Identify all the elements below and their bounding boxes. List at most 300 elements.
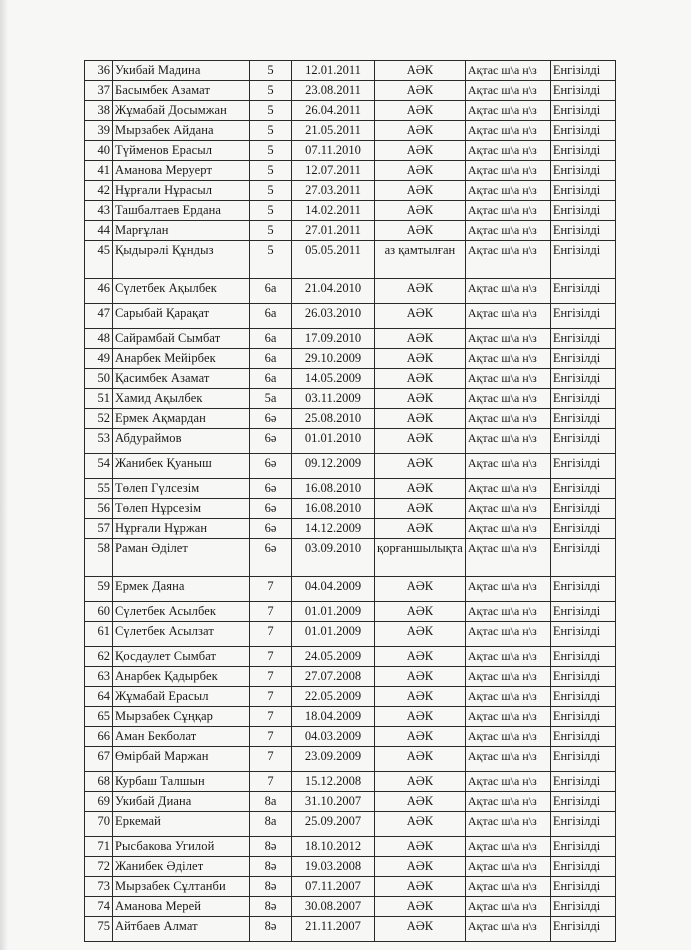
grade-cell: 8ә: [250, 837, 292, 857]
school-cell: Ақтас ш\а н\з: [465, 792, 550, 812]
school-cell: Ақтас ш\а н\з: [465, 877, 550, 897]
status-cell: Енгізілді: [550, 409, 615, 429]
table-row: [85, 772, 616, 792]
school-cell: Ақтас ш\а н\з: [465, 857, 550, 877]
row-number: 49: [85, 349, 113, 369]
school-cell: Ақтас ш\а н\з: [465, 917, 550, 942]
status-cell: Енгізілді: [550, 539, 615, 577]
row-number: 43: [85, 201, 113, 221]
grade-cell: 5: [250, 101, 292, 121]
student-name: Аманова Мерей: [113, 897, 250, 917]
row-number: 47: [85, 304, 113, 329]
row-number: 68: [85, 772, 113, 792]
grade-cell: 6а: [250, 329, 292, 349]
grade-cell: 8ә: [250, 877, 292, 897]
student-name: Абдураймов: [113, 429, 250, 454]
student-name: Анарбек Мейірбек: [113, 349, 250, 369]
school-cell: Ақтас ш\а н\з: [465, 349, 550, 369]
grade-cell: 7: [250, 747, 292, 772]
row-number: 70: [85, 812, 113, 837]
birth-date: 16.08.2010: [292, 499, 375, 519]
row-number: 60: [85, 602, 113, 622]
row-number: 71: [85, 837, 113, 857]
school-cell: Ақтас ш\а н\з: [465, 201, 550, 221]
school-cell: Ақтас ш\а н\з: [465, 121, 550, 141]
category-cell: АӘК: [375, 897, 466, 917]
student-name: Басымбек Азамат: [113, 81, 250, 101]
birth-date: 14.12.2009: [292, 519, 375, 539]
category-cell: АӘК: [375, 577, 466, 602]
student-name: Аманова Меруерт: [113, 161, 250, 181]
category-cell: АӘК: [375, 141, 466, 161]
table-row: [85, 539, 616, 577]
student-name: Сүлетбек Асылзат: [113, 622, 250, 647]
table-row: [85, 221, 616, 241]
status-cell: Енгізілді: [550, 161, 615, 181]
student-name: Укибай Диана: [113, 792, 250, 812]
table-row: [85, 837, 616, 857]
school-cell: Ақтас ш\а н\з: [465, 707, 550, 727]
row-number: 67: [85, 747, 113, 772]
category-cell: аз қамтылған: [375, 241, 466, 279]
grade-cell: 6а: [250, 279, 292, 304]
status-cell: Енгізілді: [550, 577, 615, 602]
school-cell: Ақтас ш\а н\з: [465, 687, 550, 707]
table-row: [85, 369, 616, 389]
school-cell: Ақтас ш\а н\з: [465, 727, 550, 747]
school-cell: Ақтас ш\а н\з: [465, 161, 550, 181]
grade-cell: 7: [250, 602, 292, 622]
table-row: [85, 727, 616, 747]
row-number: 40: [85, 141, 113, 161]
birth-date: 27.07.2008: [292, 667, 375, 687]
birth-date: 26.03.2010: [292, 304, 375, 329]
table-row: [85, 857, 616, 877]
row-number: 62: [85, 647, 113, 667]
category-cell: АӘК: [375, 687, 466, 707]
table-row: [85, 792, 616, 812]
birth-date: 09.12.2009: [292, 454, 375, 479]
status-cell: Енгізілді: [550, 479, 615, 499]
category-cell: АӘК: [375, 304, 466, 329]
birth-date: 01.01.2010: [292, 429, 375, 454]
student-name: Айтбаев Алмат: [113, 917, 250, 942]
category-cell: АӘК: [375, 161, 466, 181]
school-cell: Ақтас ш\а н\з: [465, 454, 550, 479]
row-number: 65: [85, 707, 113, 727]
school-cell: Ақтас ш\а н\з: [465, 667, 550, 687]
table-row: [85, 389, 616, 409]
table-row: [85, 602, 616, 622]
grade-cell: 5: [250, 201, 292, 221]
student-name: Жұмабай Досымжан: [113, 101, 250, 121]
school-cell: Ақтас ш\а н\з: [465, 602, 550, 622]
category-cell: АӘК: [375, 429, 466, 454]
student-name: Қыдырәлі Құндыз: [113, 241, 250, 279]
table-row: [85, 181, 616, 201]
student-name: Мырзабек Сұңқар: [113, 707, 250, 727]
grade-cell: 6ә: [250, 519, 292, 539]
status-cell: Енгізілді: [550, 897, 615, 917]
school-cell: Ақтас ш\а н\з: [465, 81, 550, 101]
grade-cell: 5: [250, 221, 292, 241]
category-cell: АӘК: [375, 279, 466, 304]
status-cell: Енгізілді: [550, 857, 615, 877]
category-cell: АӘК: [375, 519, 466, 539]
category-cell: АӘК: [375, 409, 466, 429]
school-cell: Ақтас ш\а н\з: [465, 181, 550, 201]
school-cell: Ақтас ш\а н\з: [465, 279, 550, 304]
status-cell: Енгізілді: [550, 772, 615, 792]
birth-date: 21.11.2007: [292, 917, 375, 942]
table-row: [85, 101, 616, 121]
birth-date: 30.08.2007: [292, 897, 375, 917]
category-cell: АӘК: [375, 837, 466, 857]
student-name: Рысбакова Угилой: [113, 837, 250, 857]
birth-date: 25.09.2007: [292, 812, 375, 837]
row-number: 69: [85, 792, 113, 812]
student-name: Еркемай: [113, 812, 250, 837]
student-name: Қасимбек Азамат: [113, 369, 250, 389]
table-row: [85, 81, 616, 101]
category-cell: АӘК: [375, 857, 466, 877]
grade-cell: 6а: [250, 369, 292, 389]
table-row: [85, 499, 616, 519]
category-cell: АӘК: [375, 877, 466, 897]
row-number: 52: [85, 409, 113, 429]
student-name: Қосдаулет Сымбат: [113, 647, 250, 667]
school-cell: Ақтас ш\а н\з: [465, 837, 550, 857]
student-name: Мырзабек Айдана: [113, 121, 250, 141]
table-row: [85, 61, 616, 81]
table-row: [85, 479, 616, 499]
school-cell: Ақтас ш\а н\з: [465, 812, 550, 837]
table-row: [85, 409, 616, 429]
table-row: [85, 707, 616, 727]
school-cell: Ақтас ш\а н\з: [465, 221, 550, 241]
school-cell: Ақтас ш\а н\з: [465, 304, 550, 329]
status-cell: Енгізілді: [550, 707, 615, 727]
status-cell: Енгізілді: [550, 747, 615, 772]
birth-date: 12.01.2011: [292, 61, 375, 81]
table-row: [85, 877, 616, 897]
student-name: Ташбалтаев Ердана: [113, 201, 250, 221]
school-cell: Ақтас ш\а н\з: [465, 369, 550, 389]
row-number: 58: [85, 539, 113, 577]
table-row: [85, 812, 616, 837]
category-cell: АӘК: [375, 61, 466, 81]
table-row: [85, 577, 616, 602]
student-name: Раман Әділет: [113, 539, 250, 577]
status-cell: Енгізілді: [550, 877, 615, 897]
category-cell: АӘК: [375, 81, 466, 101]
student-name: Өмірбай Маржан: [113, 747, 250, 772]
status-cell: Енгізілді: [550, 221, 615, 241]
status-cell: Енгізілді: [550, 727, 615, 747]
grade-cell: 6а: [250, 349, 292, 369]
status-cell: Енгізілді: [550, 181, 615, 201]
row-number: 48: [85, 329, 113, 349]
birth-date: 18.10.2012: [292, 837, 375, 857]
status-cell: Енгізілді: [550, 201, 615, 221]
row-number: 41: [85, 161, 113, 181]
birth-date: 16.08.2010: [292, 479, 375, 499]
student-name: Укибай Мадина: [113, 61, 250, 81]
grade-cell: 7: [250, 707, 292, 727]
grade-cell: 8ә: [250, 857, 292, 877]
grade-cell: 8а: [250, 792, 292, 812]
category-cell: АӘК: [375, 812, 466, 837]
row-number: 45: [85, 241, 113, 279]
grade-cell: 6ә: [250, 409, 292, 429]
birth-date: 05.05.2011: [292, 241, 375, 279]
status-cell: Енгізілді: [550, 304, 615, 329]
row-number: 56: [85, 499, 113, 519]
category-cell: АӘК: [375, 727, 466, 747]
student-name: Төлеп Нұрсезім: [113, 499, 250, 519]
grade-cell: 7: [250, 727, 292, 747]
row-number: 72: [85, 857, 113, 877]
table-row: [85, 349, 616, 369]
student-name: Ермек Ақмардан: [113, 409, 250, 429]
status-cell: Енгізілді: [550, 499, 615, 519]
status-cell: Енгізілді: [550, 369, 615, 389]
school-cell: Ақтас ш\а н\з: [465, 897, 550, 917]
status-cell: Енгізілді: [550, 454, 615, 479]
status-cell: Енгізілді: [550, 279, 615, 304]
school-cell: Ақтас ш\а н\з: [465, 409, 550, 429]
student-name: Курбаш Талшын: [113, 772, 250, 792]
row-number: 74: [85, 897, 113, 917]
category-cell: АӘК: [375, 221, 466, 241]
category-cell: АӘК: [375, 647, 466, 667]
status-cell: Енгізілді: [550, 121, 615, 141]
grade-cell: 7: [250, 647, 292, 667]
school-cell: Ақтас ш\а н\з: [465, 622, 550, 647]
birth-date: 03.09.2010: [292, 539, 375, 577]
row-number: 36: [85, 61, 113, 81]
category-cell: АӘК: [375, 389, 466, 409]
status-cell: Енгізілді: [550, 429, 615, 454]
status-cell: Енгізілді: [550, 812, 615, 837]
birth-date: 27.03.2011: [292, 181, 375, 201]
row-number: 44: [85, 221, 113, 241]
school-cell: Ақтас ш\а н\з: [465, 241, 550, 279]
grade-cell: 6ә: [250, 499, 292, 519]
grade-cell: 5: [250, 141, 292, 161]
table-row: [85, 279, 616, 304]
birth-date: 04.03.2009: [292, 727, 375, 747]
grade-cell: 8ә: [250, 917, 292, 942]
status-cell: Енгізілді: [550, 667, 615, 687]
row-number: 37: [85, 81, 113, 101]
birth-date: 27.01.2011: [292, 221, 375, 241]
table-row: [85, 647, 616, 667]
student-name: Аман Бекболат: [113, 727, 250, 747]
status-cell: Енгізілді: [550, 687, 615, 707]
school-cell: Ақтас ш\а н\з: [465, 539, 550, 577]
grade-cell: 8а: [250, 812, 292, 837]
grade-cell: 8ә: [250, 897, 292, 917]
category-cell: қорғаншылықта: [375, 539, 466, 577]
student-name: Нұрғали Нұржан: [113, 519, 250, 539]
grade-cell: 7: [250, 622, 292, 647]
row-number: 54: [85, 454, 113, 479]
row-number: 63: [85, 667, 113, 687]
row-number: 73: [85, 877, 113, 897]
status-cell: Енгізілді: [550, 837, 615, 857]
table-row: [85, 241, 616, 279]
category-cell: АӘК: [375, 454, 466, 479]
category-cell: АӘК: [375, 349, 466, 369]
grade-cell: 5: [250, 161, 292, 181]
grade-cell: 5: [250, 121, 292, 141]
birth-date: 03.11.2009: [292, 389, 375, 409]
birth-date: 23.09.2009: [292, 747, 375, 772]
school-cell: Ақтас ш\а н\з: [465, 499, 550, 519]
row-number: 38: [85, 101, 113, 121]
category-cell: АӘК: [375, 792, 466, 812]
student-roster-table: [84, 60, 616, 942]
category-cell: АӘК: [375, 622, 466, 647]
student-name: Хамид Ақылбек: [113, 389, 250, 409]
birth-date: 01.01.2009: [292, 602, 375, 622]
category-cell: АӘК: [375, 329, 466, 349]
table-row: [85, 141, 616, 161]
status-cell: Енгізілді: [550, 519, 615, 539]
grade-cell: 6ә: [250, 429, 292, 454]
table-row: [85, 747, 616, 772]
category-cell: АӘК: [375, 479, 466, 499]
student-name: Жұмабай Ерасыл: [113, 687, 250, 707]
row-number: 42: [85, 181, 113, 201]
row-number: 53: [85, 429, 113, 454]
table-row: [85, 429, 616, 454]
birth-date: 17.09.2010: [292, 329, 375, 349]
table-row: [85, 519, 616, 539]
row-number: 59: [85, 577, 113, 602]
grade-cell: 7: [250, 772, 292, 792]
status-cell: Енгізілді: [550, 81, 615, 101]
student-name: Жанибек Әділет: [113, 857, 250, 877]
table-row: [85, 897, 616, 917]
table-row: [85, 917, 616, 942]
school-cell: Ақтас ш\а н\з: [465, 61, 550, 81]
birth-date: 01.01.2009: [292, 622, 375, 647]
birth-date: 15.12.2008: [292, 772, 375, 792]
student-name: Мырзабек Сұлтанби: [113, 877, 250, 897]
category-cell: АӘК: [375, 369, 466, 389]
student-name: Сүлетбек Асылбек: [113, 602, 250, 622]
grade-cell: 5а: [250, 389, 292, 409]
status-cell: Енгізілді: [550, 389, 615, 409]
status-cell: Енгізілді: [550, 141, 615, 161]
table-row: [85, 667, 616, 687]
student-name: Анарбек Қадырбек: [113, 667, 250, 687]
grade-cell: 7: [250, 687, 292, 707]
row-number: 51: [85, 389, 113, 409]
student-name: Төлеп Гүлсезім: [113, 479, 250, 499]
student-name: Түйменов Ерасыл: [113, 141, 250, 161]
table-row: [85, 687, 616, 707]
grade-cell: 6ә: [250, 479, 292, 499]
category-cell: АӘК: [375, 747, 466, 772]
grade-cell: 5: [250, 81, 292, 101]
category-cell: АӘК: [375, 499, 466, 519]
category-cell: АӘК: [375, 121, 466, 141]
status-cell: Енгізілді: [550, 602, 615, 622]
birth-date: 29.10.2009: [292, 349, 375, 369]
grade-cell: 6ә: [250, 454, 292, 479]
table-row: [85, 121, 616, 141]
table-row: [85, 201, 616, 221]
student-name: Сарыбай Қарақат: [113, 304, 250, 329]
birth-date: 21.05.2011: [292, 121, 375, 141]
student-name: Жанибек Қуаныш: [113, 454, 250, 479]
status-cell: Енгізілді: [550, 241, 615, 279]
roster-body: [85, 61, 616, 942]
row-number: 50: [85, 369, 113, 389]
row-number: 57: [85, 519, 113, 539]
school-cell: Ақтас ш\а н\з: [465, 329, 550, 349]
birth-date: 04.04.2009: [292, 577, 375, 602]
table-row: [85, 329, 616, 349]
row-number: 61: [85, 622, 113, 647]
student-name: Нұрғали Нұрасыл: [113, 181, 250, 201]
row-number: 66: [85, 727, 113, 747]
page-edge-shadow: [0, 0, 8, 950]
status-cell: Енгізілді: [550, 349, 615, 369]
category-cell: АӘК: [375, 707, 466, 727]
table-row: [85, 454, 616, 479]
table-row: [85, 161, 616, 181]
school-cell: Ақтас ш\а н\з: [465, 647, 550, 667]
grade-cell: 6а: [250, 304, 292, 329]
school-cell: Ақтас ш\а н\з: [465, 141, 550, 161]
grade-cell: 6ә: [250, 539, 292, 577]
birth-date: 31.10.2007: [292, 792, 375, 812]
student-name: Ермек Даяна: [113, 577, 250, 602]
school-cell: Ақтас ш\а н\з: [465, 519, 550, 539]
grade-cell: 7: [250, 667, 292, 687]
status-cell: Енгізілді: [550, 61, 615, 81]
status-cell: Енгізілді: [550, 917, 615, 942]
birth-date: 18.04.2009: [292, 707, 375, 727]
status-cell: Енгізілді: [550, 792, 615, 812]
school-cell: Ақтас ш\а н\з: [465, 479, 550, 499]
birth-date: 07.11.2007: [292, 877, 375, 897]
table-row: [85, 304, 616, 329]
row-number: 55: [85, 479, 113, 499]
birth-date: 22.05.2009: [292, 687, 375, 707]
grade-cell: 5: [250, 181, 292, 201]
student-name: Сүлетбек Ақылбек: [113, 279, 250, 304]
birth-date: 12.07.2011: [292, 161, 375, 181]
category-cell: АӘК: [375, 101, 466, 121]
status-cell: Енгізілді: [550, 329, 615, 349]
category-cell: АӘК: [375, 667, 466, 687]
row-number: 75: [85, 917, 113, 942]
school-cell: Ақтас ш\а н\з: [465, 429, 550, 454]
school-cell: Ақтас ш\а н\з: [465, 389, 550, 409]
grade-cell: 7: [250, 577, 292, 602]
school-cell: Ақтас ш\а н\з: [465, 577, 550, 602]
birth-date: 25.08.2010: [292, 409, 375, 429]
school-cell: Ақтас ш\а н\з: [465, 747, 550, 772]
student-name: Марғұлан: [113, 221, 250, 241]
school-cell: Ақтас ш\а н\з: [465, 772, 550, 792]
category-cell: АӘК: [375, 181, 466, 201]
